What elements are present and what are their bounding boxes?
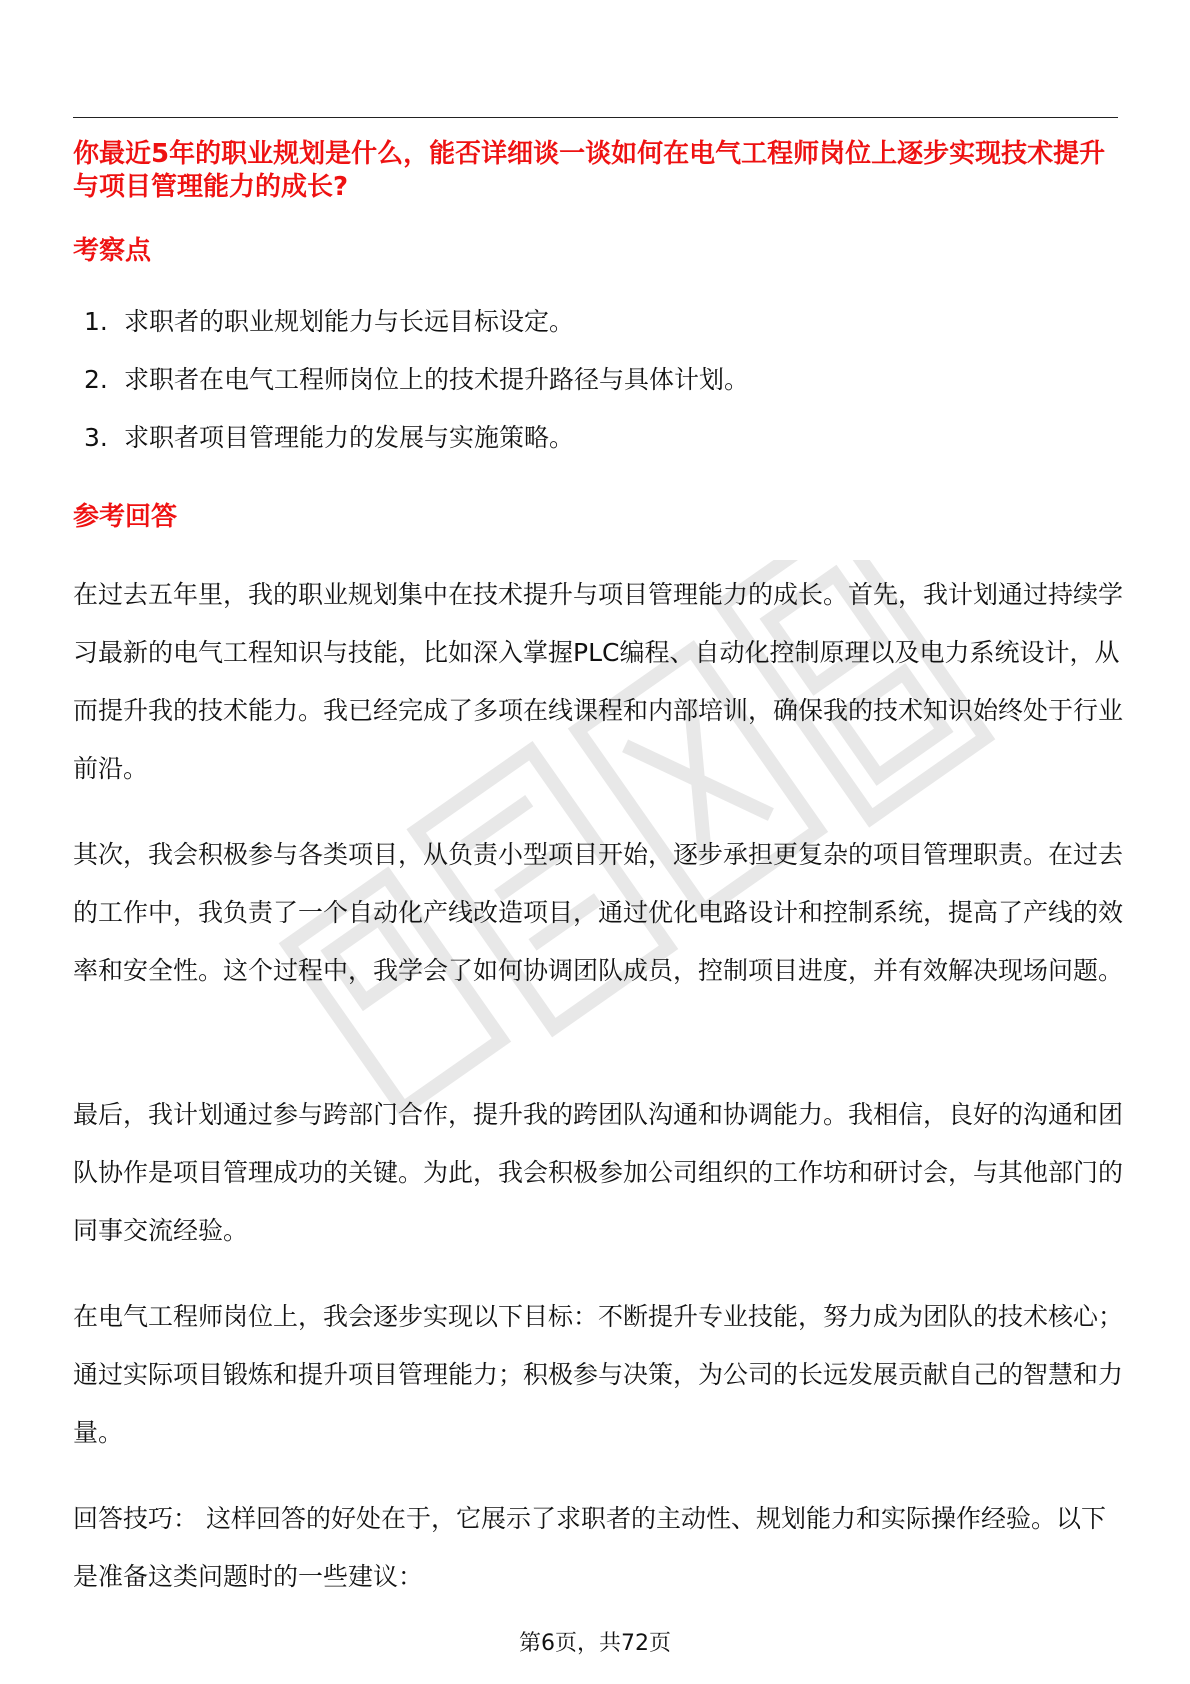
list-number: 3. bbox=[84, 423, 108, 452]
list-number: 1. bbox=[84, 307, 108, 336]
answer-heading: 参考回答 bbox=[73, 502, 178, 532]
list-item-text: 求职者项目管理能力的发展与实施策略。 bbox=[124, 423, 575, 452]
answer-paragraph: 在过去五年里，我的职业规划集中在技术提升与项目管理能力的成长。首先，我计划通过持续学习最新的电气工程知识与技能，比如深入掌握PLC编程、自动化控制原理以及电力系统设计，从而提升我的技术能力。我已经完成了多项在线课程和内部培训，确保我的技术知识始终处于行业前沿。 bbox=[73, 580, 1124, 783]
list-item bbox=[84, 364, 749, 396]
points-heading: 考察点 bbox=[73, 236, 152, 266]
list-item-text: 求职者的职业规划能力与长远目标设定。 bbox=[124, 307, 575, 336]
list-item bbox=[84, 422, 749, 454]
answer-paragraph: 其次，我会积极参与各类项目，从负责小型项目开始，逐步承担更复杂的项目管理职责。在过去的工作中，我负责了一个自动化产线改造项目，通过优化电路设计和控制系统，提高了产线的效率和安全性。这个过程中，我学会了如何协调团队成员，控制项目进度，并有效解决现场问题。 bbox=[73, 840, 1124, 985]
answer-paragraph: 最后，我计划通过参与跨部门合作，提升我的跨团队沟通和协调能力。我相信，良好的沟通和团队协作是项目管理成功的关键。为此，我会积极参加公司组织的工作坊和研讨会，与其他部门的同事交流经验。 bbox=[73, 1100, 1124, 1245]
page-number: 第6页，共72页 bbox=[519, 1631, 671, 1656]
list-item bbox=[84, 306, 749, 338]
answer-tips-paragraph: 回答技巧： 这样回答的好处在于，它展示了求职者的主动性、规划能力和实际操作经验。以下是准备这类问题时的一些建议： bbox=[73, 1504, 1106, 1591]
list-number: 2. bbox=[84, 365, 108, 394]
points-list bbox=[84, 306, 749, 480]
answer-paragraph: 在电气工程师岗位上，我会逐步实现以下目标：不断提升专业技能，努力成为团队的技术核心；通过实际项目锻炼和提升项目管理能力；积极参与决策，为公司的长远发展贡献自己的智慧和力量。 bbox=[73, 1302, 1124, 1447]
question-title: 你最近5年的职业规划是什么，能否详细谈一谈如何在电气工程师岗位上逐步实现技术提升与项目管理能力的成长? bbox=[73, 139, 1106, 202]
top-divider bbox=[73, 117, 1118, 118]
list-item-text: 求职者在电气工程师岗位上的技术提升路径与具体计划。 bbox=[124, 365, 750, 394]
